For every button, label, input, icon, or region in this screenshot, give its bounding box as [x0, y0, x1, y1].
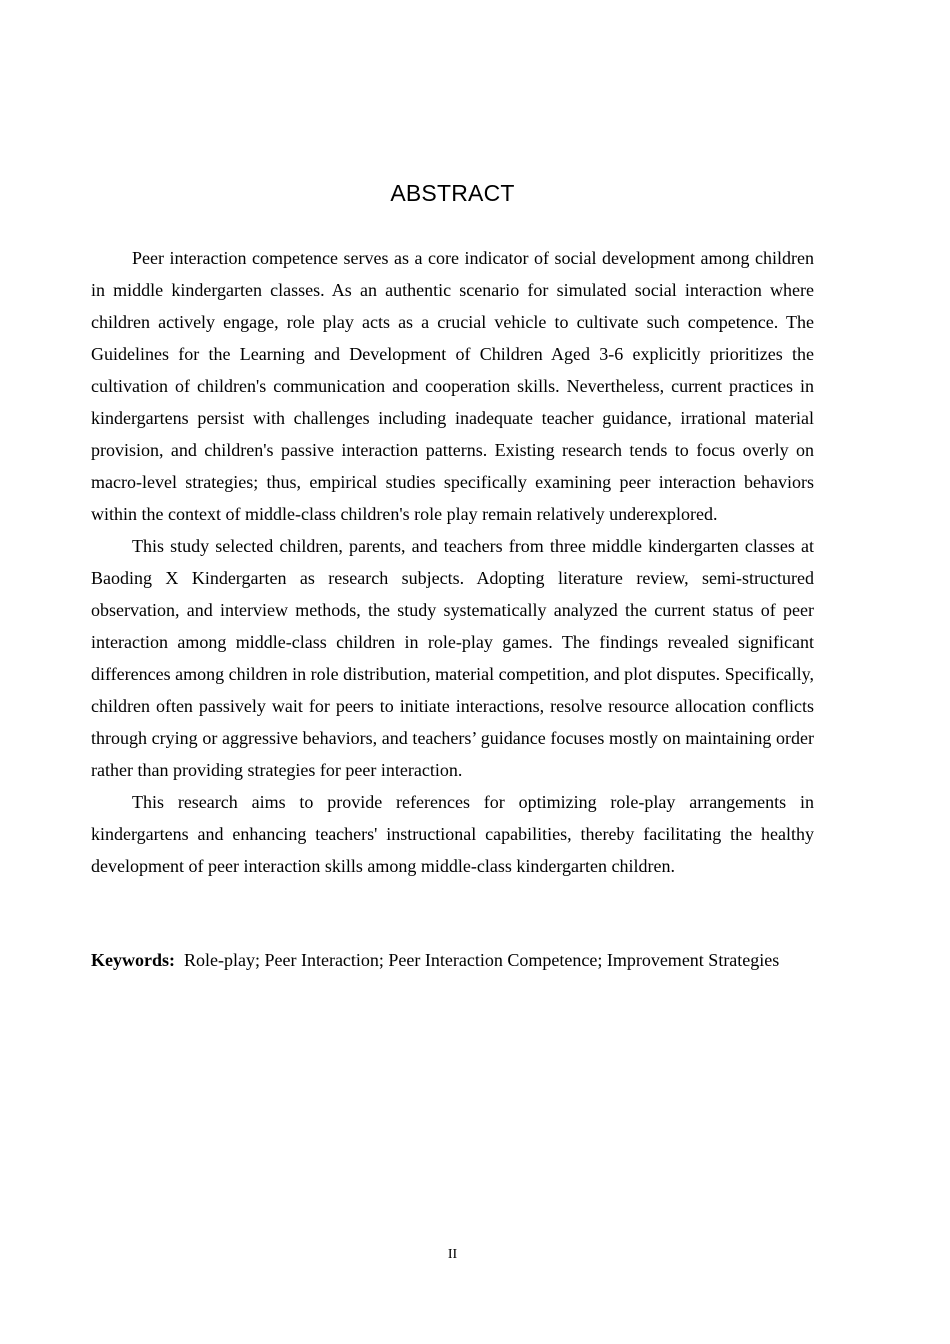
- keywords-text: Role-play; Peer Interaction; Peer Interaction Competence; Improvement Strategies: [184, 950, 780, 970]
- keywords-label: Keywords:: [91, 950, 175, 970]
- abstract-body: [91, 242, 814, 882]
- keywords-line: [91, 944, 814, 976]
- abstract-paragraph-3: This research aims to provide references for optimizing role-play arrangements in kindergartens and enhancing teachers' instructional capabilities, thereby facilitating the healthy development of peer interaction skills among middle-class kindergarten children.: [91, 792, 814, 876]
- abstract-title: ABSTRACT: [390, 180, 515, 206]
- abstract-paragraph-1: Peer interaction competence serves as a core indicator of social development among children in middle kindergarten classes. As an authentic scenario for simulated social interaction where children actively engage, role play acts as a crucial vehicle to cultivate such competence. The Guidelines for the Learning and Development of Children Aged 3-6 explicitly prioritizes the cultivation of children's communication and cooperation skills. Nevertheless, current practices in kindergartens persist with challenges including inadequate teacher guidance, irrational material provision, and children's passive interaction patterns. Existing research tends to focus overly on macro-level strategies; thus, empirical studies specifically examining peer interaction behaviors within the context of middle-class children's role play remain relatively underexplored.: [91, 248, 814, 524]
- abstract-paragraph-2: This study selected children, parents, and teachers from three middle kindergarten classes at Baoding X Kindergarten as research subjects. Adopting literature review, semi-structured observation, and interview methods, the study systematically analyzed the current status of peer interaction among middle-class children in role-play games. The findings revealed significant differences among children in role distribution, material competition, and plot disputes. Specifically, children often passively wait for peers to initiate interactions, resolve resource allocation conflicts through crying or aggressive behaviors, and teachers’ guidance focuses mostly on maintaining order rather than providing strategies for peer interaction.: [91, 536, 814, 780]
- page-number: II: [447, 1247, 458, 1262]
